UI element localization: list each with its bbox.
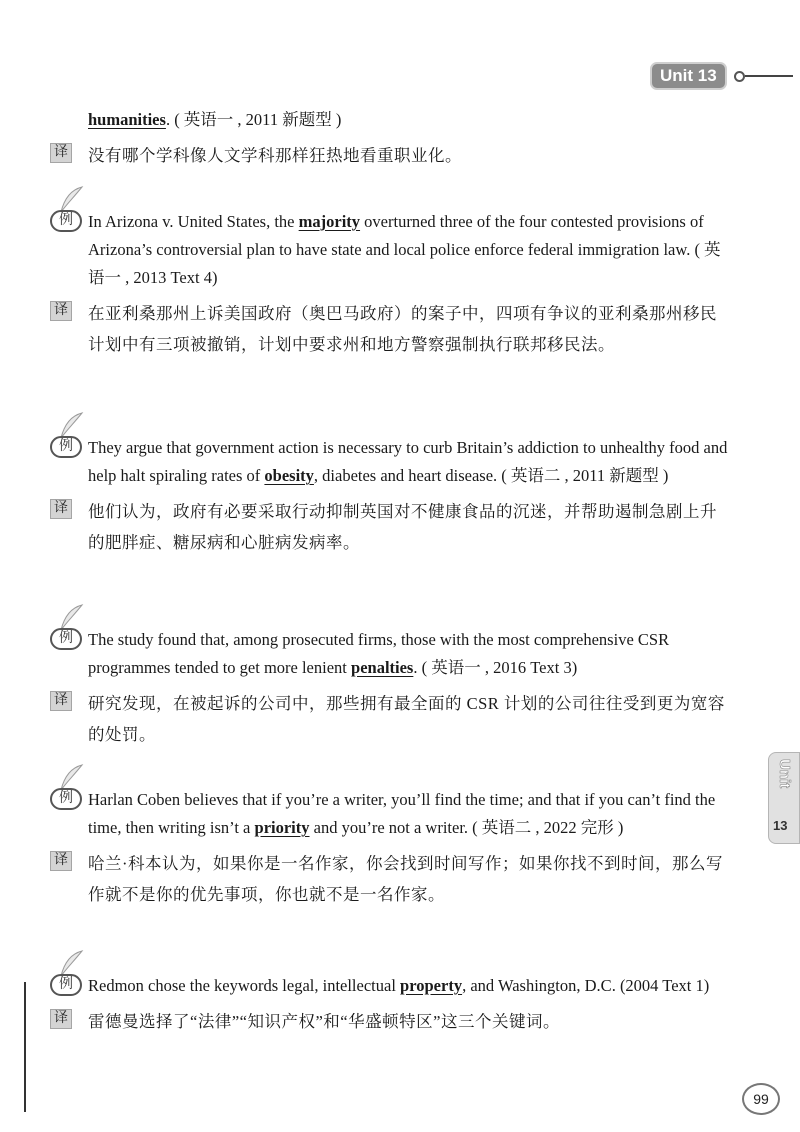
example-text: They argue that government action is necessary to curb Britain’s addiction to unhealthy food and help halt spiraling rates of obesity, diabetes and heart disease. ( 英语二 , 2011 新题型 ): [88, 438, 728, 485]
example-source: . ( 英语一 , 2011 新题型 ): [165, 110, 342, 129]
keyword: penalties: [351, 658, 414, 677]
translation-marker-icon: 译: [50, 851, 72, 871]
entry-penalties: [50, 626, 730, 750]
keyword: obesity: [264, 466, 314, 485]
translation-text: 他们认为，政府有必要采取行动抑制英国对不健康食品的沉迷，并帮助遏制急剧上升的肥胖症、糖尿病和心脏病发病率。: [88, 502, 717, 552]
translation-row: [50, 140, 730, 171]
unit-badge: Unit 13: [650, 62, 727, 90]
entry-priority: [50, 786, 730, 910]
translation-text: 在亚利桑那州上诉美国政府（奥巴马政府）的案子中，四项有争议的亚利桑那州移民计划中有三项被撤销，计划中要求州和地方警察强制执行联邦移民法。: [88, 304, 717, 354]
example-text: Harlan Coben believes that if you’re a writer, you’ll find the time; and that if you can’t find the time, then writing isn’t a priority and you’re not a writer. ( 英语二 , 2022 完形 ): [88, 790, 716, 837]
example-text: Redmon chose the keywords legal, intellectual property, and Washington, D.C. (2004 Text 1): [88, 976, 710, 995]
entry-obesity: [50, 434, 730, 558]
side-tab-number: 13: [773, 818, 788, 833]
example-text: In Arizona v. United States, the majority overturned three of the four contested provisions of Arizona’s controversial plan to have state and local police enforce federal immigration law. ( 英语一 , 2013 Text 4): [88, 212, 721, 287]
example-row: [50, 972, 730, 1000]
example-marker-icon: 例: [50, 788, 82, 810]
entry-property: [50, 972, 730, 1037]
example-row: [50, 434, 730, 490]
example-marker-icon: 例: [50, 210, 82, 232]
translation-text: 雷德曼选择了“法律”“知识产权”和“华盛顿特区”这三个关键词。: [88, 1012, 560, 1031]
keyword: majority: [298, 212, 361, 231]
example-row: [50, 208, 730, 292]
translation-marker-icon: 译: [50, 499, 72, 519]
keyword: property: [400, 976, 463, 995]
translation-text: 研究发现，在被起诉的公司中，那些拥有最全面的 CSR 计划的公司往往受到更为宽容的处罚。: [88, 694, 725, 744]
translation-marker-icon: 译: [50, 1009, 72, 1029]
entry-majority: [50, 208, 730, 360]
translation-text: 没有哪个学科像人文学科那样狂热地看重职业化。: [88, 146, 462, 165]
keyword: humanities: [88, 110, 166, 129]
translation-marker-icon: 译: [50, 143, 72, 163]
unit-dot-icon: [734, 71, 745, 82]
example-text: The study found that, among prosecuted firms, those with the most comprehensive CSR programmes tended to get more lenient penalties. ( 英语一 , 2016 Text 3): [88, 630, 670, 677]
entry-humanities: [50, 106, 730, 171]
example-row: [50, 786, 730, 842]
translation-marker-icon: 译: [50, 691, 72, 711]
translation-row: [50, 688, 730, 750]
unit-side-tab: [768, 752, 800, 844]
unit-rule: [745, 75, 793, 77]
translation-text: 哈兰·科本认为，如果你是一名作家，你会找到时间写作；如果你找不到时间，那么写作就不是你的优先事项，你也就不是一名作家。: [88, 854, 723, 904]
margin-rule: [24, 982, 26, 1112]
side-tab-label: Unit: [776, 759, 793, 789]
example-row: [50, 626, 730, 682]
example-marker-icon: 例: [50, 974, 82, 996]
keyword: priority: [254, 818, 310, 837]
translation-marker-icon: 译: [50, 301, 72, 321]
example-continuation: [50, 106, 730, 134]
translation-row: [50, 298, 730, 360]
example-marker-icon: 例: [50, 436, 82, 458]
translation-row: [50, 1006, 730, 1037]
example-marker-icon: 例: [50, 628, 82, 650]
translation-row: [50, 848, 730, 910]
unit-header: [650, 62, 793, 90]
translation-row: [50, 496, 730, 558]
page-number: 99: [742, 1083, 780, 1115]
